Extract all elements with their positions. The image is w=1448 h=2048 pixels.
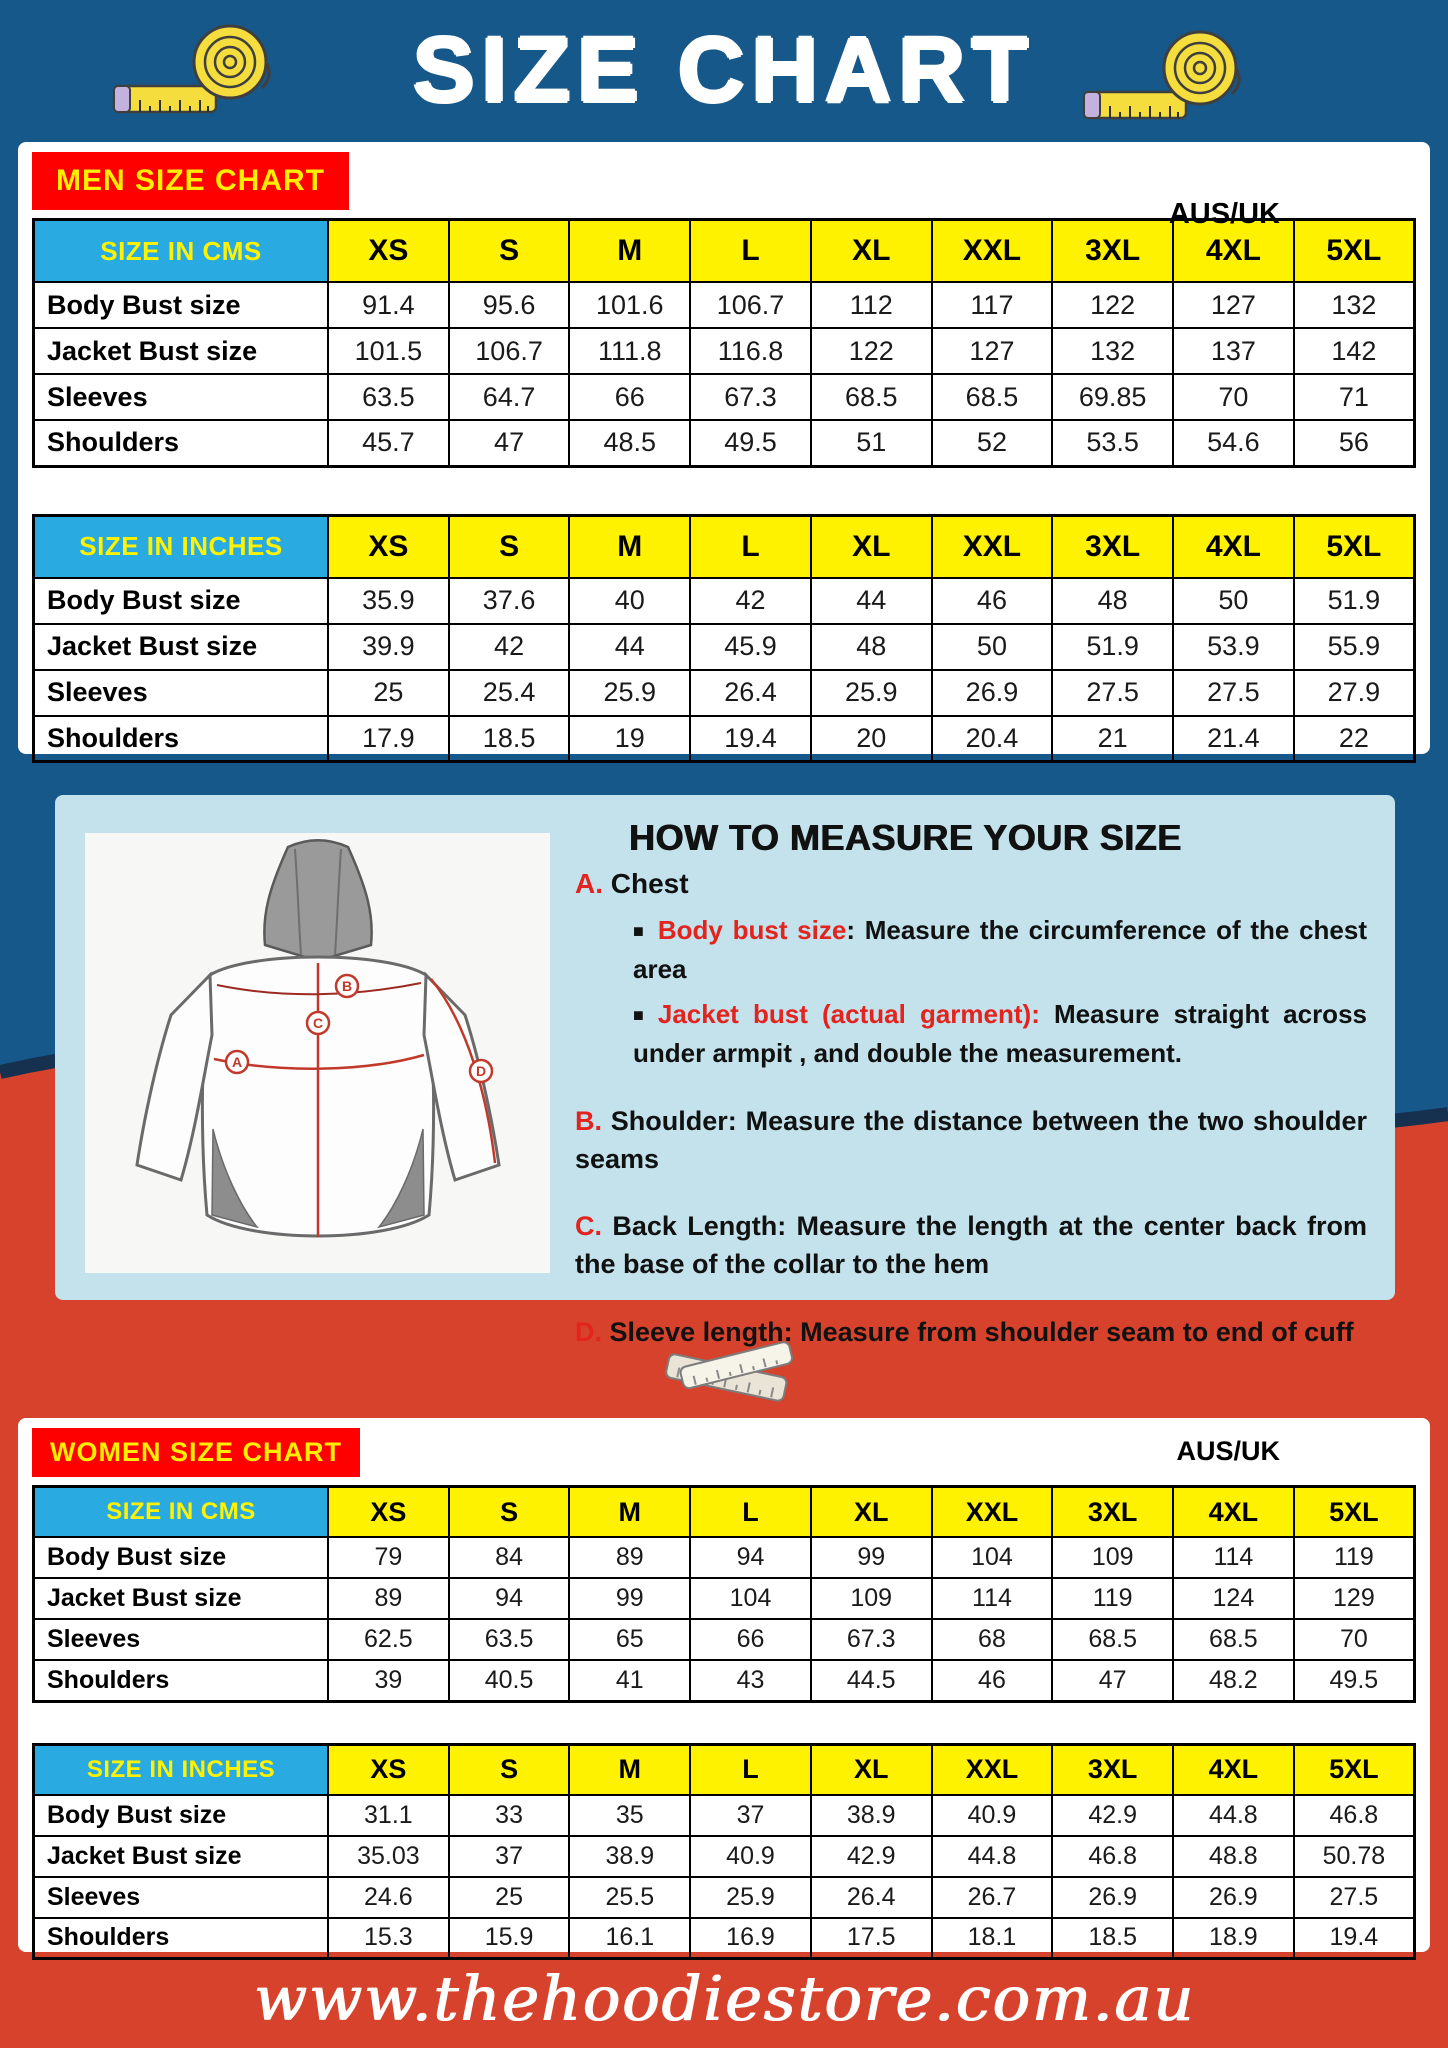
measurement-cell: 44.8 [1173, 1795, 1294, 1836]
measurement-cell: 99 [569, 1578, 690, 1619]
bullet-body-bust [633, 911, 1367, 989]
measurement-cell: 26.9 [1173, 1877, 1294, 1918]
women-chart-label: WOMEN SIZE CHART [32, 1428, 360, 1477]
table-row [34, 1578, 1415, 1619]
measurement-cell: 122 [1052, 282, 1173, 328]
item-label: Shoulder: [610, 1105, 737, 1136]
measurement-cell: 27.9 [1294, 670, 1415, 716]
measurement-cell: 39.9 [328, 624, 449, 670]
measurement-cell: 51 [811, 420, 932, 466]
measurement-cell: 41 [569, 1660, 690, 1701]
size-column-header: 3XL [1052, 1487, 1173, 1538]
measurement-cell: 127 [1173, 282, 1294, 328]
measurement-cell: 119 [1052, 1578, 1173, 1619]
bullet-jacket-bust [633, 995, 1367, 1073]
measurement-cell: 37 [690, 1795, 811, 1836]
measurement-cell: 42 [449, 624, 570, 670]
measurement-cell: 99 [811, 1537, 932, 1578]
measurement-cell: 26.9 [1052, 1877, 1173, 1918]
row-label-cell: Sleeves [34, 1619, 329, 1660]
measurement-cell: 44.8 [932, 1836, 1053, 1877]
measurement-cell: 104 [932, 1537, 1053, 1578]
item-text: Measure the length at the center back from the base of the collar to the hem [575, 1211, 1367, 1280]
measurement-cell: 39 [328, 1660, 449, 1701]
size-column-header: 5XL [1294, 1744, 1415, 1795]
size-column-header: 4XL [1173, 515, 1294, 578]
size-column-header: S [449, 1487, 570, 1538]
men-region-label: AUS/UK [1168, 198, 1280, 230]
measurement-cell: 25 [328, 670, 449, 716]
measurement-cell: 67.3 [811, 1619, 932, 1660]
measurement-cell: 104 [690, 1578, 811, 1619]
measurement-cell: 15.9 [449, 1918, 570, 1959]
measurement-cell: 66 [690, 1619, 811, 1660]
measurement-cell: 20 [811, 716, 932, 762]
table-row [34, 716, 1415, 762]
measurement-cell: 25.4 [449, 670, 570, 716]
row-label-cell: Shoulders [34, 716, 329, 762]
measurement-cell: 69.85 [1052, 374, 1173, 420]
measurement-cell: 44 [569, 624, 690, 670]
measurement-cell: 119 [1294, 1537, 1415, 1578]
measurement-cell: 20.4 [932, 716, 1053, 762]
size-column-header: L [690, 1487, 811, 1538]
measurement-cell: 25.9 [690, 1877, 811, 1918]
size-column-header: S [449, 220, 570, 283]
size-column-header: XXL [932, 515, 1053, 578]
bullet-square-icon: ■ [633, 1004, 644, 1025]
men-chart-label: MEN SIZE CHART [32, 152, 349, 210]
row-label-cell: Sleeves [34, 374, 329, 420]
size-column-header: L [690, 220, 811, 283]
table-gap [32, 1703, 1416, 1735]
measurement-cell: 47 [1052, 1660, 1173, 1701]
svg-text:B: B [341, 978, 353, 994]
table-row [34, 578, 1415, 624]
item-text: Measure from shoulder seam to end of cuff [792, 1316, 1354, 1347]
measurement-cell: 137 [1173, 328, 1294, 374]
table-gap [32, 468, 1416, 506]
measurement-cell: 68 [932, 1619, 1053, 1660]
table-row [34, 670, 1415, 716]
measurement-cell: 114 [1173, 1537, 1294, 1578]
how-to-measure-panel [55, 795, 1395, 1347]
measurement-cell: 63.5 [328, 374, 449, 420]
bullet-label: Jacket bust (actual garment): [657, 998, 1040, 1029]
measurement-cell: 42.9 [1052, 1795, 1173, 1836]
unit-header-cell: SIZE IN CMS [34, 1487, 329, 1538]
size-column-header: M [569, 515, 690, 578]
measurement-cell: 122 [811, 328, 932, 374]
measurement-cell: 95.6 [449, 282, 570, 328]
measurement-cell: 48 [1052, 578, 1173, 624]
measurement-cell: 132 [1052, 328, 1173, 374]
size-column-header: XXL [932, 1487, 1053, 1538]
measurement-cell: 50 [932, 624, 1053, 670]
measurement-cell: 46 [932, 578, 1053, 624]
measurement-cell: 70 [1173, 374, 1294, 420]
row-label-cell: Body Bust size [34, 578, 329, 624]
unit-header-cell: SIZE IN INCHES [34, 515, 329, 578]
measurement-cell: 19 [569, 716, 690, 762]
item-label: Sleeve length: [609, 1316, 793, 1347]
table-row [34, 282, 1415, 328]
measurement-cell: 109 [811, 1578, 932, 1619]
measure-item-back-length [575, 1208, 1367, 1284]
measurement-cell: 68.5 [1173, 1619, 1294, 1660]
size-column-header: XS [328, 220, 449, 283]
store-url[interactable]: www.thehoodiestore.com.au [253, 1962, 1195, 2035]
measurement-cell: 18.9 [1173, 1918, 1294, 1959]
svg-text:C: C [312, 1015, 324, 1031]
measurement-cell: 47 [449, 420, 570, 466]
item-label: Back Length: [612, 1211, 787, 1242]
measurement-cell: 25.9 [569, 670, 690, 716]
measurement-cell: 18.1 [932, 1918, 1053, 1959]
measurement-cell: 18.5 [1052, 1918, 1173, 1959]
header-row [34, 1487, 1415, 1538]
measurement-cell: 27.5 [1294, 1877, 1415, 1918]
table-row [34, 420, 1415, 466]
unit-header-cell: SIZE IN CMS [34, 220, 329, 283]
row-label-cell: Jacket Bust size [34, 1836, 329, 1877]
item-key: C. [575, 1211, 602, 1242]
men-size-chart-panel [18, 142, 1430, 754]
size-column-header: 5XL [1294, 220, 1415, 283]
measurement-cell: 94 [449, 1578, 570, 1619]
measurement-cell: 26.4 [811, 1877, 932, 1918]
measurement-cell: 132 [1294, 282, 1415, 328]
chest-bullets [633, 911, 1367, 1073]
measurement-cell: 40.9 [690, 1836, 811, 1877]
measurement-cell: 42 [690, 578, 811, 624]
measurement-cell: 46.8 [1294, 1795, 1415, 1836]
size-column-header: M [569, 1487, 690, 1538]
page-title: SIZE CHART [413, 19, 1035, 121]
size-column-header: XS [328, 515, 449, 578]
measurement-cell: 51.9 [1052, 624, 1173, 670]
table-row [34, 1619, 1415, 1660]
women-region-label: AUS/UK [1176, 1436, 1280, 1466]
item-key: A. [575, 868, 603, 899]
measurement-cell: 16.1 [569, 1918, 690, 1959]
measurement-cell: 24.6 [328, 1877, 449, 1918]
table-row [34, 1877, 1415, 1918]
measurement-cell: 127 [932, 328, 1053, 374]
measurement-cell: 48.8 [1173, 1836, 1294, 1877]
measurement-cell: 44.5 [811, 1660, 932, 1701]
measurement-cell: 70 [1294, 1619, 1415, 1660]
row-label-cell: Body Bust size [34, 1795, 329, 1836]
measurement-cell: 117 [932, 282, 1053, 328]
measurement-cell: 66 [569, 374, 690, 420]
size-column-header: XL [811, 220, 932, 283]
measurement-cell: 49.5 [1294, 1660, 1415, 1701]
measurement-cell: 46.8 [1052, 1836, 1173, 1877]
women-inches-table [32, 1743, 1416, 1961]
row-label-cell: Jacket Bust size [34, 1578, 329, 1619]
measurement-cell: 26.7 [932, 1877, 1053, 1918]
measurement-cell: 52 [932, 420, 1053, 466]
header-row [34, 515, 1415, 578]
measurement-cell: 109 [1052, 1537, 1173, 1578]
table-row [34, 1836, 1415, 1877]
measurement-cell: 89 [328, 1578, 449, 1619]
measurement-cell: 25.5 [569, 1877, 690, 1918]
table-row [34, 1795, 1415, 1836]
size-column-header: S [449, 515, 570, 578]
unit-header-cell: SIZE IN INCHES [34, 1744, 329, 1795]
size-column-header: L [690, 515, 811, 578]
measurement-cell: 17.9 [328, 716, 449, 762]
measurement-cell: 21 [1052, 716, 1173, 762]
header-row [34, 1744, 1415, 1795]
measurement-cell: 142 [1294, 328, 1415, 374]
table-row [34, 624, 1415, 670]
size-column-header: XS [328, 1744, 449, 1795]
measurement-cell: 45.9 [690, 624, 811, 670]
measurement-cell: 56 [1294, 420, 1415, 466]
measurement-cell: 79 [328, 1537, 449, 1578]
women-size-chart-panel [18, 1418, 1430, 1952]
measurement-cell: 84 [449, 1537, 570, 1578]
size-column-header: 4XL [1173, 1487, 1294, 1538]
measurement-cell: 101.5 [328, 328, 449, 374]
svg-text:D: D [475, 1063, 487, 1079]
size-column-header: 3XL [1052, 515, 1173, 578]
jacket-back-diagram [85, 833, 550, 1273]
measurement-cell: 68.5 [811, 374, 932, 420]
size-column-header: 3XL [1052, 220, 1173, 283]
measurement-cell: 38.9 [569, 1836, 690, 1877]
size-column-header: XL [811, 1744, 932, 1795]
measure-instructions [575, 865, 1367, 1352]
measurement-cell: 45.7 [328, 420, 449, 466]
size-column-header: 4XL [1173, 1744, 1294, 1795]
table-row [34, 1918, 1415, 1959]
measurement-cell: 101.6 [569, 282, 690, 328]
measurement-cell: 40.5 [449, 1660, 570, 1701]
measurement-cell: 71 [1294, 374, 1415, 420]
size-column-header: M [569, 220, 690, 283]
measurement-cell: 35.03 [328, 1836, 449, 1877]
measure-section-title: HOW TO MEASURE YOUR SIZE [628, 817, 1182, 858]
measurement-cell: 63.5 [449, 1619, 570, 1660]
size-column-header: 4XL [1173, 220, 1294, 283]
measurement-cell: 40 [569, 578, 690, 624]
measurement-cell: 48 [811, 624, 932, 670]
measurement-cell: 19.4 [690, 716, 811, 762]
size-column-header: M [569, 1744, 690, 1795]
measurement-cell: 91.4 [328, 282, 449, 328]
size-column-header: 5XL [1294, 515, 1415, 578]
measurement-cell: 62.5 [328, 1619, 449, 1660]
bullet-text: Measure straight across under armpit , and double the measurement. [633, 998, 1367, 1068]
item-text: Measure the distance between the two shoulder seams [575, 1105, 1367, 1174]
bullet-text: : Measure the circumference of the chest area [633, 914, 1367, 984]
measurement-cell: 50 [1173, 578, 1294, 624]
row-label-cell: Sleeves [34, 1877, 329, 1918]
size-column-header: 5XL [1294, 1487, 1415, 1538]
measurement-cell: 114 [932, 1578, 1053, 1619]
bullet-label: Body bust size [657, 914, 847, 945]
svg-text:A: A [231, 1054, 243, 1070]
row-label-cell: Jacket Bust size [34, 624, 329, 670]
item-title: Chest [610, 868, 689, 899]
measurement-cell: 27.5 [1173, 670, 1294, 716]
measure-item-shoulder [575, 1103, 1367, 1179]
size-column-header: XS [328, 1487, 449, 1538]
measurement-cell: 112 [811, 282, 932, 328]
measurement-cell: 53.5 [1052, 420, 1173, 466]
measurement-cell: 106.7 [449, 328, 570, 374]
jacket-diagram-box [85, 833, 550, 1273]
size-column-header: S [449, 1744, 570, 1795]
size-column-header: 3XL [1052, 1744, 1173, 1795]
table-row [34, 1537, 1415, 1578]
table-row [34, 1660, 1415, 1701]
item-key: B. [575, 1105, 602, 1136]
row-label-cell: Sleeves [34, 670, 329, 716]
measurement-cell: 89 [569, 1537, 690, 1578]
row-label-cell: Shoulders [34, 420, 329, 466]
measurement-cell: 40.9 [932, 1795, 1053, 1836]
measurement-cell: 124 [1173, 1578, 1294, 1619]
bullet-square-icon: ■ [633, 920, 644, 941]
men-cms-table [32, 218, 1416, 468]
measure-item-chest [575, 865, 1367, 903]
row-label-cell: Shoulders [34, 1918, 329, 1959]
measurement-cell: 35 [569, 1795, 690, 1836]
measurement-cell: 25.9 [811, 670, 932, 716]
size-column-header: XXL [932, 1744, 1053, 1795]
table-row [34, 328, 1415, 374]
measurement-cell: 111.8 [569, 328, 690, 374]
measurement-cell: 48.5 [569, 420, 690, 466]
women-cms-table [32, 1485, 1416, 1703]
measurement-cell: 26.4 [690, 670, 811, 716]
header [0, 0, 1448, 140]
measurement-cell: 16.9 [690, 1918, 811, 1959]
measuring-tape-icon [1078, 28, 1253, 130]
measurement-cell: 25 [449, 1877, 570, 1918]
measurement-cell: 49.5 [690, 420, 811, 466]
measurement-cell: 21.4 [1173, 716, 1294, 762]
measurement-cell: 65 [569, 1619, 690, 1660]
measurement-cell: 50.78 [1294, 1836, 1415, 1877]
size-column-header: XXL [932, 220, 1053, 283]
measurement-cell: 18.5 [449, 716, 570, 762]
size-column-header: L [690, 1744, 811, 1795]
measurement-cell: 68.5 [1052, 1619, 1173, 1660]
measurement-cell: 33 [449, 1795, 570, 1836]
size-column-header: XL [811, 1487, 932, 1538]
measurement-cell: 106.7 [690, 282, 811, 328]
measurement-cell: 94 [690, 1537, 811, 1578]
row-label-cell: Body Bust size [34, 282, 329, 328]
measurement-cell: 35.9 [328, 578, 449, 624]
measurement-cell: 17.5 [811, 1918, 932, 1959]
measurement-cell: 67.3 [690, 374, 811, 420]
measurement-cell: 22 [1294, 716, 1415, 762]
measurement-cell: 55.9 [1294, 624, 1415, 670]
measurement-cell: 42.9 [811, 1836, 932, 1877]
measurement-cell: 44 [811, 578, 932, 624]
measurement-cell: 37.6 [449, 578, 570, 624]
measurement-cell: 38.9 [811, 1795, 932, 1836]
measurement-cell: 43 [690, 1660, 811, 1701]
measurement-cell: 68.5 [932, 374, 1053, 420]
item-key: D. [575, 1316, 602, 1347]
measurement-cell: 48.2 [1173, 1660, 1294, 1701]
men-inches-table [32, 514, 1416, 764]
measurement-cell: 31.1 [328, 1795, 449, 1836]
size-column-header: XL [811, 515, 932, 578]
row-label-cell: Jacket Bust size [34, 328, 329, 374]
measure-item-sleeve-length [575, 1314, 1367, 1352]
measurement-cell: 51.9 [1294, 578, 1415, 624]
measurement-cell: 116.8 [690, 328, 811, 374]
row-label-cell: Body Bust size [34, 1537, 329, 1578]
measurement-cell: 129 [1294, 1578, 1415, 1619]
measurement-cell: 26.9 [932, 670, 1053, 716]
measurement-cell: 64.7 [449, 374, 570, 420]
measurement-cell: 15.3 [328, 1918, 449, 1959]
row-label-cell: Shoulders [34, 1660, 329, 1701]
table-row [34, 374, 1415, 420]
measurement-cell: 27.5 [1052, 670, 1173, 716]
measurement-cell: 53.9 [1173, 624, 1294, 670]
measurement-cell: 19.4 [1294, 1918, 1415, 1959]
measurement-cell: 46 [932, 1660, 1053, 1701]
measurement-cell: 37 [449, 1836, 570, 1877]
measurement-cell: 54.6 [1173, 420, 1294, 466]
